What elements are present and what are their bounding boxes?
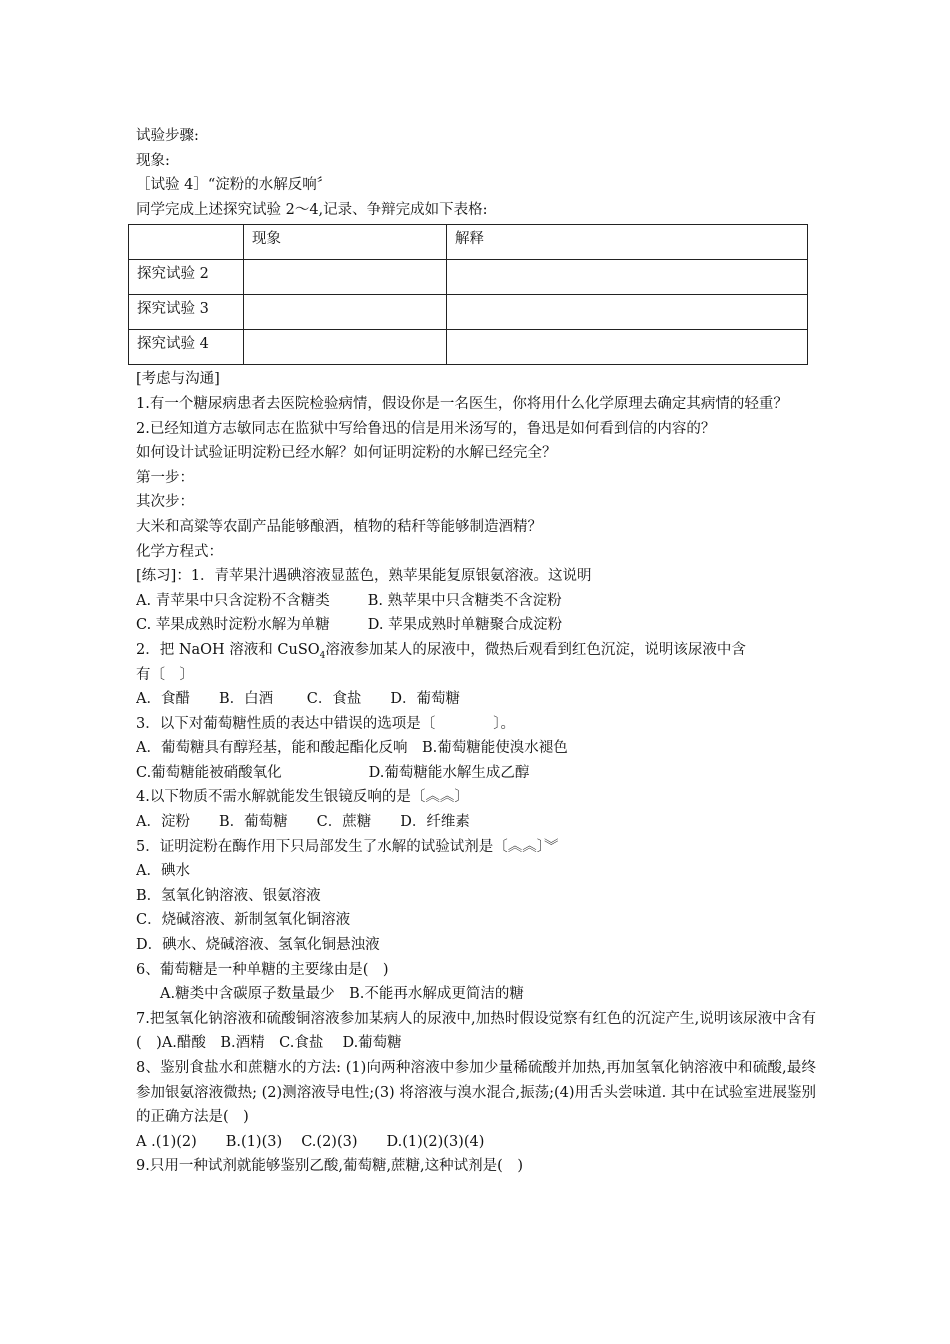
table-cell: 探究试验 2	[129, 260, 244, 295]
table-cell[interactable]	[447, 260, 808, 295]
table-header-cell: 解释	[447, 225, 808, 260]
table-cell[interactable]	[244, 260, 447, 295]
exercise-6-options: A.糖类中含碳原子数量最少 B.不能再水解成更简洁的糖	[160, 986, 524, 1003]
exercise-5-option-b: B．氢氧化钠溶液、银氨溶液	[136, 887, 321, 904]
exercise-4: 4.以下物质不需水解就能发生银镜反响的是〔︽︽〕	[136, 789, 469, 806]
exercise-1-option-c: C. 苹果成熟时淀粉水解为单糖	[136, 617, 330, 634]
exercise-5-option-d: D．碘水、烧碱溶液、氢氧化铜悬浊液	[136, 937, 380, 954]
exercise-4-options: A．淀粉 B．葡萄糖 C．蔗糖 D．纤维素	[136, 814, 470, 831]
question-2: 2.已经知道方志敏同志在监狱中写给鲁迅的信是用米汤写的，鲁迅是如何看到信的内容的？	[136, 420, 716, 437]
table-header-cell	[129, 225, 244, 260]
section-title: [考虑与沟通]	[136, 371, 220, 388]
equation-label: 化学方程式：	[136, 543, 223, 560]
table-row	[129, 260, 808, 295]
table-cell[interactable]	[244, 295, 447, 330]
experiment-4-title: ［试验 4］“淀粉的水解反响〞	[136, 177, 332, 194]
experiment-steps-line: 试验步骤:	[136, 128, 199, 144]
table-cell: 探究试验 4	[129, 330, 244, 365]
exercise-5-option-c: C．烧碱溶液、新制氢氧化铜溶液	[136, 912, 351, 929]
exercise-2-text-start: 2．把 NaOH 溶液和 CuSO	[136, 641, 320, 658]
exercise-2-text-end: 溶液参加某人的尿液中，微热后观看到红色沉淀，说明该尿液中含	[325, 641, 746, 658]
exercise-1: [练习]：1．青苹果汁遇碘溶液显蓝色，熟苹果能复原银氨溶液。这说明	[136, 568, 592, 585]
table-cell[interactable]	[244, 330, 447, 365]
table-cell: 探究试验 3	[129, 295, 244, 330]
exercise-5: 5．证明淀粉在酶作用下只局部发生了水解的试验试剂是〔︽︽〕︾	[136, 838, 559, 855]
alcohol-question: 大米和高粱等农副产品能够酿酒，植物的秸秆等能够制造酒精？	[136, 518, 542, 535]
subscript-4: 4	[319, 650, 326, 661]
table-row	[129, 295, 808, 330]
question-2b: 如何设计试验证明淀粉已经水解？如何证明淀粉的水解已经完全？	[136, 445, 557, 462]
exercise-3-options-cd: C.葡萄糖能被硝酸氧化 D.葡萄糖能水解生成乙醇	[136, 764, 530, 781]
results-table	[128, 224, 808, 365]
table-intro: 同学完成上述探究试验 2～4,记录、争辩完成如下表格:	[136, 201, 488, 218]
exercise-8: 8、鉴别食盐水和蔗糖水的方法: (1)向两种溶液中参加少量稀硫酸并加热,再加氢氧化钠溶液中和硫酸,最终参加银氨溶液微热; (2)测溶液导电性;(3) 将溶液与溴水混合,振荡;(4)用舌头尝味道. 其中在试验室进展鉴别的正确方法是( )	[136, 1060, 816, 1126]
table-row	[129, 330, 808, 365]
exercise-1-option-d: D. 苹果成熟时单糖聚合成淀粉	[367, 617, 563, 634]
table-cell[interactable]	[447, 295, 808, 330]
table-header-cell: 现象	[244, 225, 447, 260]
exercise-2-options: A．食醋 B．白酒 C．食盐 D．葡萄糖	[136, 691, 460, 708]
step-one: 第一步：	[136, 469, 194, 486]
exercise-1-options-cd	[136, 613, 816, 638]
question-1: 1.有一个糖尿病患者去医院检验病情，假设你是一名医生，你将用什么化学原理去确定其病情的轻重？	[136, 395, 788, 412]
exercise-8-options: A .(1)(2) B.(1)(3) C.(2)(3) D.(1)(2)(3)(4)	[136, 1133, 485, 1150]
exercise-1-options-ab	[136, 589, 816, 614]
exercise-3-options-ab: A．葡萄糖具有醇羟基，能和酸起酯化反响 B.葡萄糖能使溴水褪色	[136, 740, 568, 757]
phenomenon-line: 现象:	[136, 152, 170, 169]
exercise-2-line-2: 有〔 〕	[136, 666, 194, 683]
table-header-row	[129, 225, 808, 260]
exercise-1-option-a: A. 青苹果中只含淀粉不含糖类	[136, 592, 330, 609]
exercise-1-option-b: B. 熟苹果中只含糖类不含淀粉	[367, 592, 562, 609]
exercise-9: 9.只用一种试剂就能够鉴别乙酸,葡萄糖,蔗糖,这种试剂是( )	[136, 1158, 523, 1175]
exercise-2	[136, 638, 816, 663]
exercise-5-option-a: A．碘水	[136, 863, 190, 880]
step-two: 其次步：	[136, 494, 194, 511]
table-cell[interactable]	[447, 330, 808, 365]
exercise-6: 6、葡萄糖是一种单糖的主要缘由是( )	[136, 961, 389, 978]
exercise-3: 3．以下对葡萄糖性质的表达中错误的选项是〔 〕。	[136, 715, 515, 732]
exercise-7: 7.把氢氧化钠溶液和硫酸铜溶液参加某病人的尿液中,加热时假设觉察有红色的沉淀产生,说明该尿液中含有( )A.醋酸 B.酒精 C.食盐 D.葡萄糖	[136, 1010, 816, 1052]
document-page	[136, 124, 816, 1179]
